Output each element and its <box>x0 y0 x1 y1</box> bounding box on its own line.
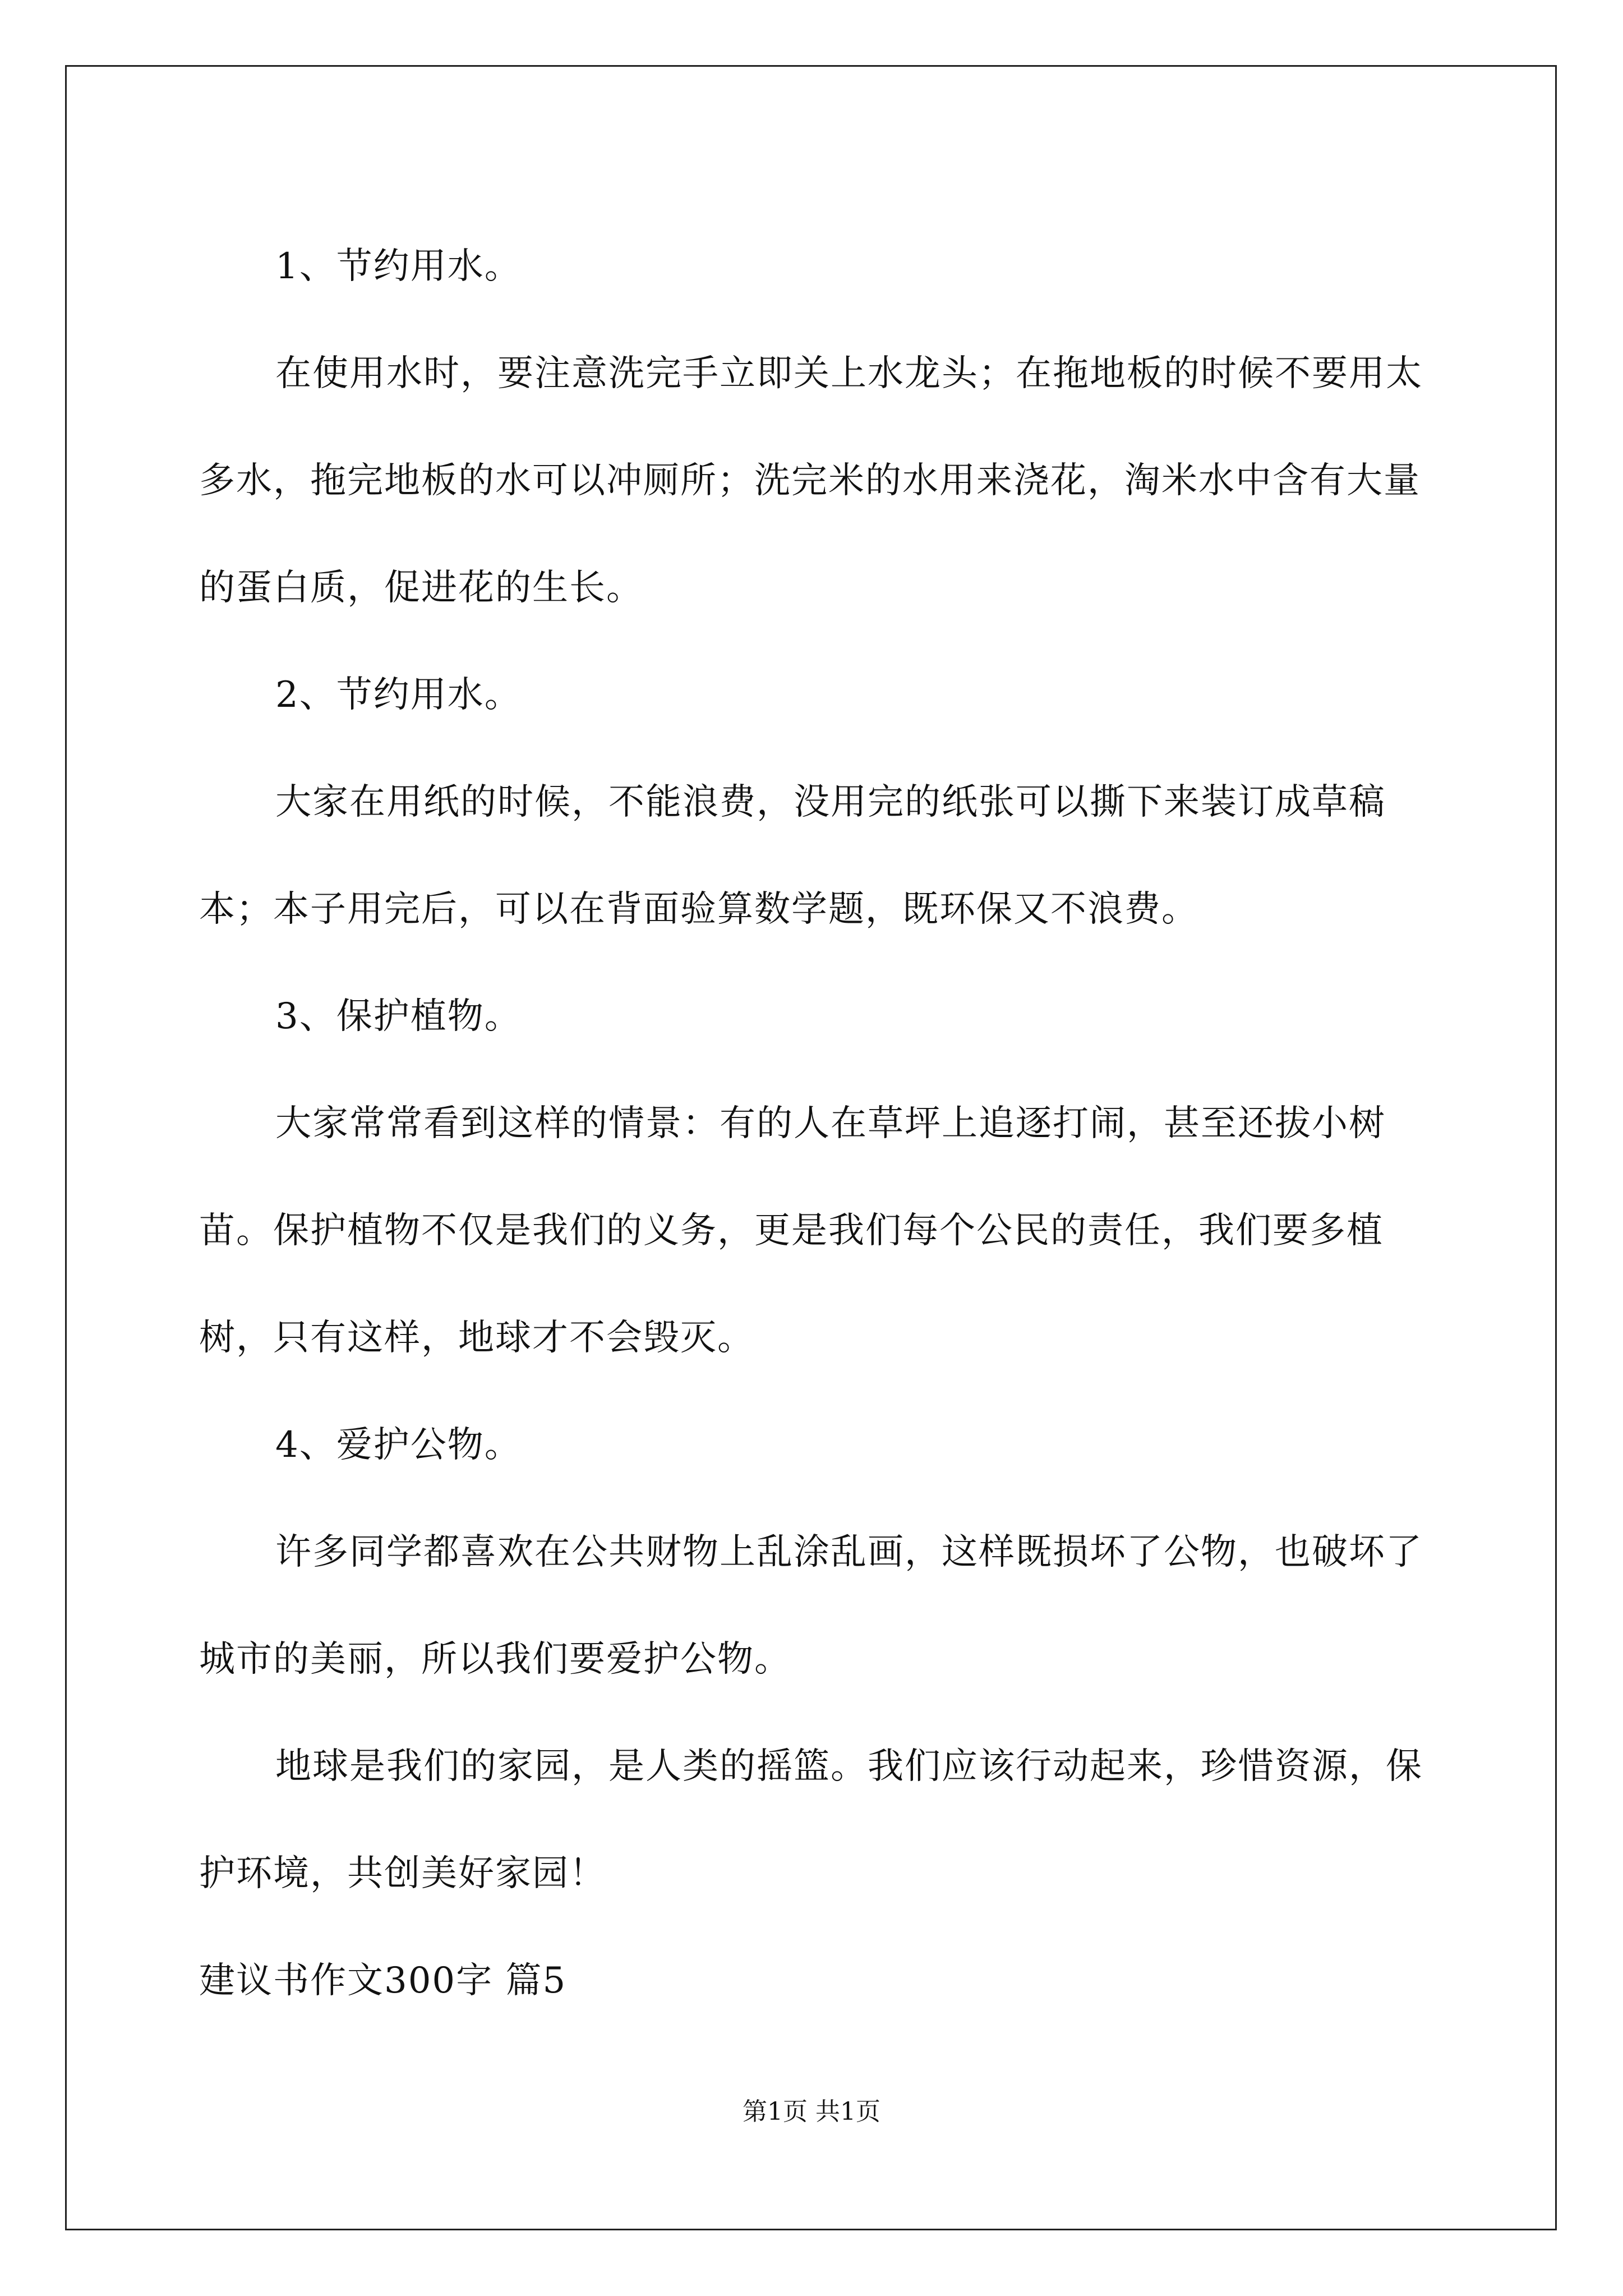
item-heading-1: 1、节约用水。 <box>275 246 522 287</box>
paragraph-plants: 大家常常看到这样的情景：有的人在草坪上追逐打闹，甚至还拔小树苗。保护植物不仅是我们的义务，更是我们每个公民的责任，我们要多植树，只有这样，地球才不会毁灭。 <box>199 1103 1386 1359</box>
paragraph-public-property: 许多同学都喜欢在公共财物上乱涂乱画，这样既损坏了公物，也破坏了城市的美丽，所以我们要爱护公物。 <box>199 1531 1423 1680</box>
item-heading-2: 2、节约用水。 <box>275 674 522 716</box>
page-number: 第1页 共1页 <box>743 2097 880 2126</box>
section-title: 建议书作文300字 篇5 <box>199 1960 567 2001</box>
item-heading-3: 3、保护植物。 <box>275 996 522 1037</box>
item-heading-4: 4、爱护公物。 <box>275 1424 522 1466</box>
paragraph-water: 在使用水时，要注意洗完手立即关上水龙头；在拖地板的时候不要用太多水，拖完地板的水可以冲厕所；洗完米的水用来浇花，淘米水中含有大量的蛋白质，促进花的生长。 <box>199 353 1423 609</box>
paragraph-paper: 大家在用纸的时候，不能浪费，没用完的纸张可以撕下来装订成草稿本；本子用完后，可以在背面验算数学题，既环保又不浪费。 <box>199 781 1386 930</box>
paragraph-conclusion: 地球是我们的家园，是人类的摇篮。我们应该行动起来，珍惜资源，保护环境，共创美好家园！ <box>199 1746 1423 1894</box>
document-body <box>199 213 1433 2035</box>
